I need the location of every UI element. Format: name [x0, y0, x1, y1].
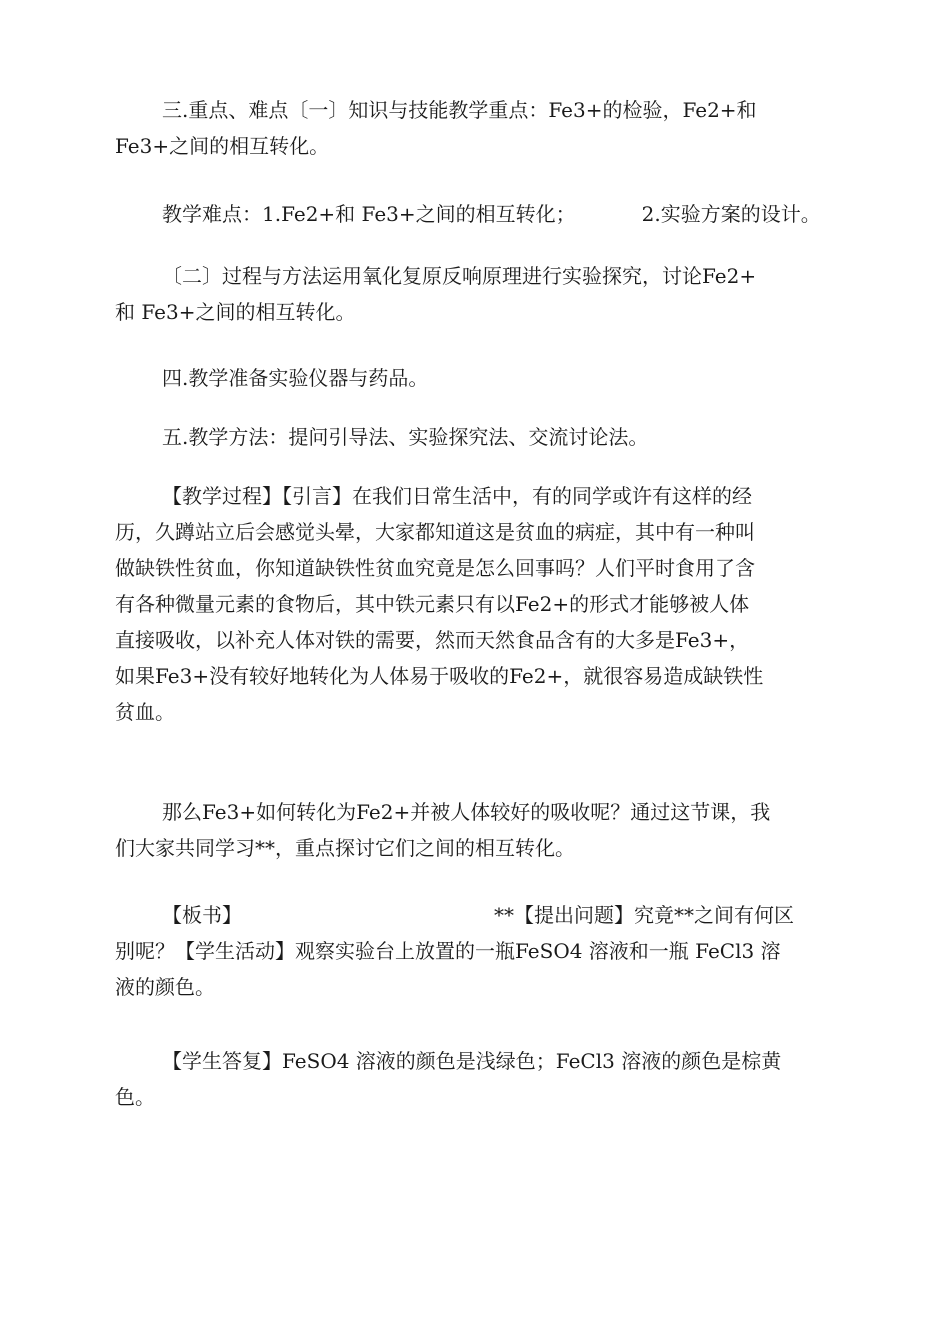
paragraph-student-answer — [115, 1043, 835, 1115]
text-line: 别呢？【学生活动】观察实验台上放置的一瓶FeSO4 溶液和一瓶 FeCl3 溶 — [115, 939, 781, 963]
paragraph-blackboard — [115, 897, 835, 1005]
text-line: 液的颜色。 — [115, 975, 215, 999]
paragraph-introduction — [115, 478, 835, 730]
text-line: 贫血。 — [115, 700, 175, 724]
paragraph-difficulties — [115, 196, 835, 232]
text-line: 四.教学准备实验仪器与药品。 — [162, 366, 429, 390]
text-line — [115, 897, 835, 933]
text-line: 有各种微量元素的食物后，其中铁元素只有以Fe2+的形式才能够被人体 — [115, 592, 750, 616]
paragraph-teaching-method — [115, 419, 835, 455]
raise-question: **【提出问题】究竟**之间有何区 — [494, 903, 794, 927]
text-line: 【学生答复】FeSO4 溶液的颜色是浅绿色；FeCl3 溶液的颜色是棕黄 — [162, 1049, 782, 1073]
paragraph-preparation — [115, 360, 835, 396]
text-line: 那么Fe3+如何转化为Fe2+并被人体较好的吸收呢？通过这节课，我 — [162, 800, 771, 824]
text-line: 色。 — [115, 1085, 155, 1109]
paragraph-question — [115, 794, 835, 866]
text-line: 三.重点、难点〔一〕知识与技能教学重点：Fe3+的检验，Fe2+和 — [162, 98, 757, 122]
blackboard-label: 【板书】 — [162, 903, 242, 927]
text-line — [115, 196, 835, 232]
paragraph-key-points — [115, 92, 835, 164]
text-line: 们大家共同学习**，重点探讨它们之间的相互转化。 — [115, 836, 575, 860]
text-line: 做缺铁性贫血，你知道缺铁性贫血究竟是怎么回事吗？人们平时食用了含 — [115, 556, 755, 580]
text-line: 【教学过程】【引言】在我们日常生活中，有的同学或许有这样的经 — [162, 484, 752, 508]
text-line: 五.教学方法：提问引导法、实验探究法、交流讨论法。 — [162, 425, 649, 449]
text-line: 〔二〕过程与方法运用氧化复原反响原理进行实验探究，讨论Fe2+ — [162, 264, 757, 288]
difficulty-two: 2.实验方案的设计。 — [641, 202, 821, 226]
text-line: 如果Fe3+没有较好地转化为人体易于吸收的Fe2+，就很容易造成缺铁性 — [115, 664, 764, 688]
difficulty-one: 教学难点：1.Fe2+和 Fe3+之间的相互转化； — [162, 202, 576, 226]
text-line: 和 Fe3+之间的相互转化。 — [115, 300, 356, 324]
paragraph-process-method — [115, 258, 835, 330]
text-line: Fe3+之间的相互转化。 — [115, 134, 330, 158]
text-line: 历，久蹲站立后会感觉头晕，大家都知道这是贫血的病症，其中有一种叫 — [115, 520, 755, 544]
text-line: 直接吸收，以补充人体对铁的需要，然而天然食品含有的大多是Fe3+， — [115, 628, 750, 652]
